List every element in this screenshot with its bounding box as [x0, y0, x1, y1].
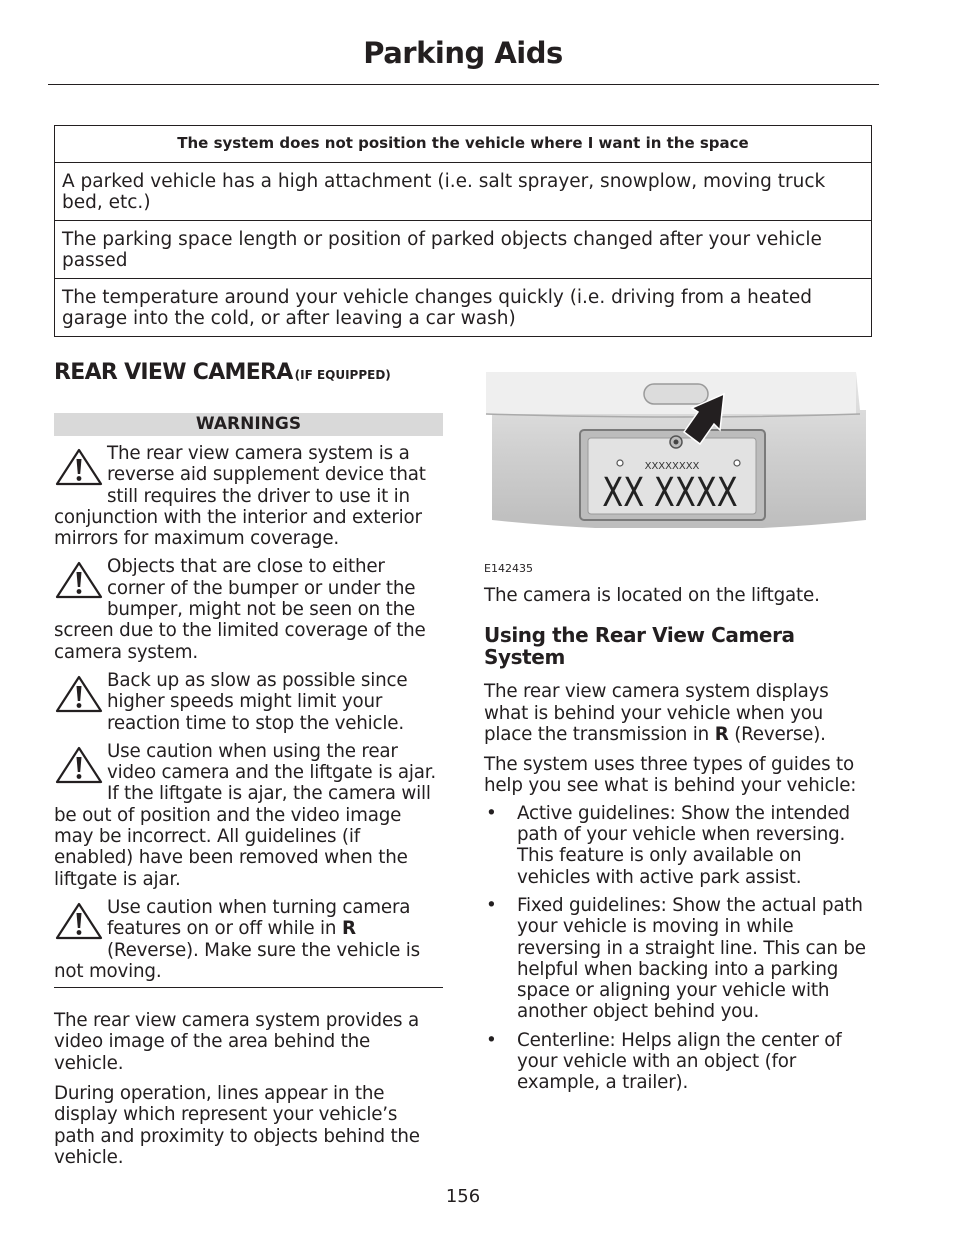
bullet-icon: • — [486, 894, 497, 916]
warning-item — [54, 897, 443, 982]
table-heading: The system does not position the vehicle where I want in the space — [55, 126, 872, 163]
p1-text-after: (Reverse). — [728, 723, 826, 745]
title-rule — [48, 84, 879, 85]
section-title — [54, 360, 443, 385]
warning-item — [54, 741, 443, 890]
warning-text: Back up as slow as possible since higher speeds might limit your reaction time to stop the vehicle. — [107, 669, 408, 734]
body-paragraph: The system uses three types of guides to help you see what is behind your vehicle: — [484, 754, 857, 797]
list-item — [484, 1030, 874, 1094]
warnings-end-rule — [54, 987, 443, 988]
warning-item — [54, 556, 443, 662]
troubleshooting-table — [54, 125, 872, 337]
warning-text: The rear view camera system is a reverse aid supplement device that still requires the driver to use it in conjunction with the interior and exterior mirrors for maximum coverage. — [54, 443, 426, 550]
table-row: The temperature around your vehicle changes quickly (i.e. driving from a heated garage into the cold, or after leaving a car wash) — [55, 279, 872, 337]
figure-code: E142435 — [484, 562, 533, 575]
warning-text: Use caution when using the rear video camera and the liftgate is ajar. If the liftgate is ajar, the camera will be out of position and the video image may be incorrect. All guidelines (if enabled) have been removed when the liftgate is ajar. — [54, 740, 437, 890]
warning-triangle-icon — [54, 674, 104, 714]
p1-text-bold: R — [714, 723, 729, 745]
subsection-title: Using the Rear View Camera System — [484, 623, 795, 670]
p1-text-before: The rear view camera system displays what is behind your vehicle when you place the transmission in — [484, 681, 829, 745]
plate-small-text: XXXXXXXX — [644, 461, 700, 472]
list-item-text: Centerline: Helps align the center of your vehicle with an object (for example, a trailer). — [517, 1029, 842, 1094]
warning-text-before: Use caution when turning camera features on or off while in — [107, 896, 411, 940]
bullet-icon: • — [486, 1029, 497, 1051]
warning-text-bold: R — [341, 918, 356, 940]
liftgate-camera-illustration — [484, 350, 874, 528]
body-paragraph: The rear view camera system provides a video image of the area behind the vehicle. — [54, 1010, 419, 1074]
warning-item — [54, 443, 443, 549]
figure-caption: The camera is located on the liftgate. — [484, 585, 820, 606]
left-column — [54, 350, 443, 1168]
warning-text-after: (Reverse). Make sure the vehicle is not moving. — [54, 939, 420, 982]
warning-text: Objects that are close to either corner of the bumper or under the bumper, might not be seen on the screen due to the limited coverage of the camera system. — [54, 556, 426, 663]
warning-item — [54, 670, 443, 734]
list-item — [484, 895, 874, 1023]
body-paragraph: During operation, lines appear in the display which represent your vehicle’s path and proximity to objects behind the vehicle. — [54, 1083, 420, 1168]
section-title-text: REAR VIEW CAMERA — [54, 360, 293, 385]
section-qualifier: (IF EQUIPPED) — [294, 368, 391, 382]
warning-triangle-icon — [54, 560, 104, 600]
page-number: 156 — [445, 1186, 481, 1207]
warning-triangle-icon — [54, 447, 104, 487]
bullet-icon: • — [486, 802, 497, 824]
guides-list — [484, 803, 874, 1094]
page-title: Parking Aids — [363, 36, 563, 70]
right-column — [484, 350, 874, 1101]
warnings-heading: WARNINGS — [54, 413, 443, 436]
list-item-text: Fixed guidelines: Show the actual path your vehicle is moving in while reversing in a straight line. This can be helpful when backing into a parking space or aligning your vehicle with another object behind you. — [517, 894, 866, 1023]
warning-triangle-icon — [54, 901, 104, 941]
table-row: The parking space length or position of parked objects changed after your vehicle passed — [55, 221, 872, 279]
plate-big-text: XX XXXX — [602, 469, 738, 516]
body-paragraph — [484, 681, 874, 745]
list-item-text: Active guidelines: Show the intended path of your vehicle when reversing. This feature is only available on vehicles with active park assist. — [517, 802, 850, 888]
warning-triangle-icon — [54, 745, 104, 785]
table-row: A parked vehicle has a high attachment (i.e. salt sprayer, snowplow, moving truck bed, etc.) — [55, 163, 872, 221]
list-item — [484, 803, 874, 888]
